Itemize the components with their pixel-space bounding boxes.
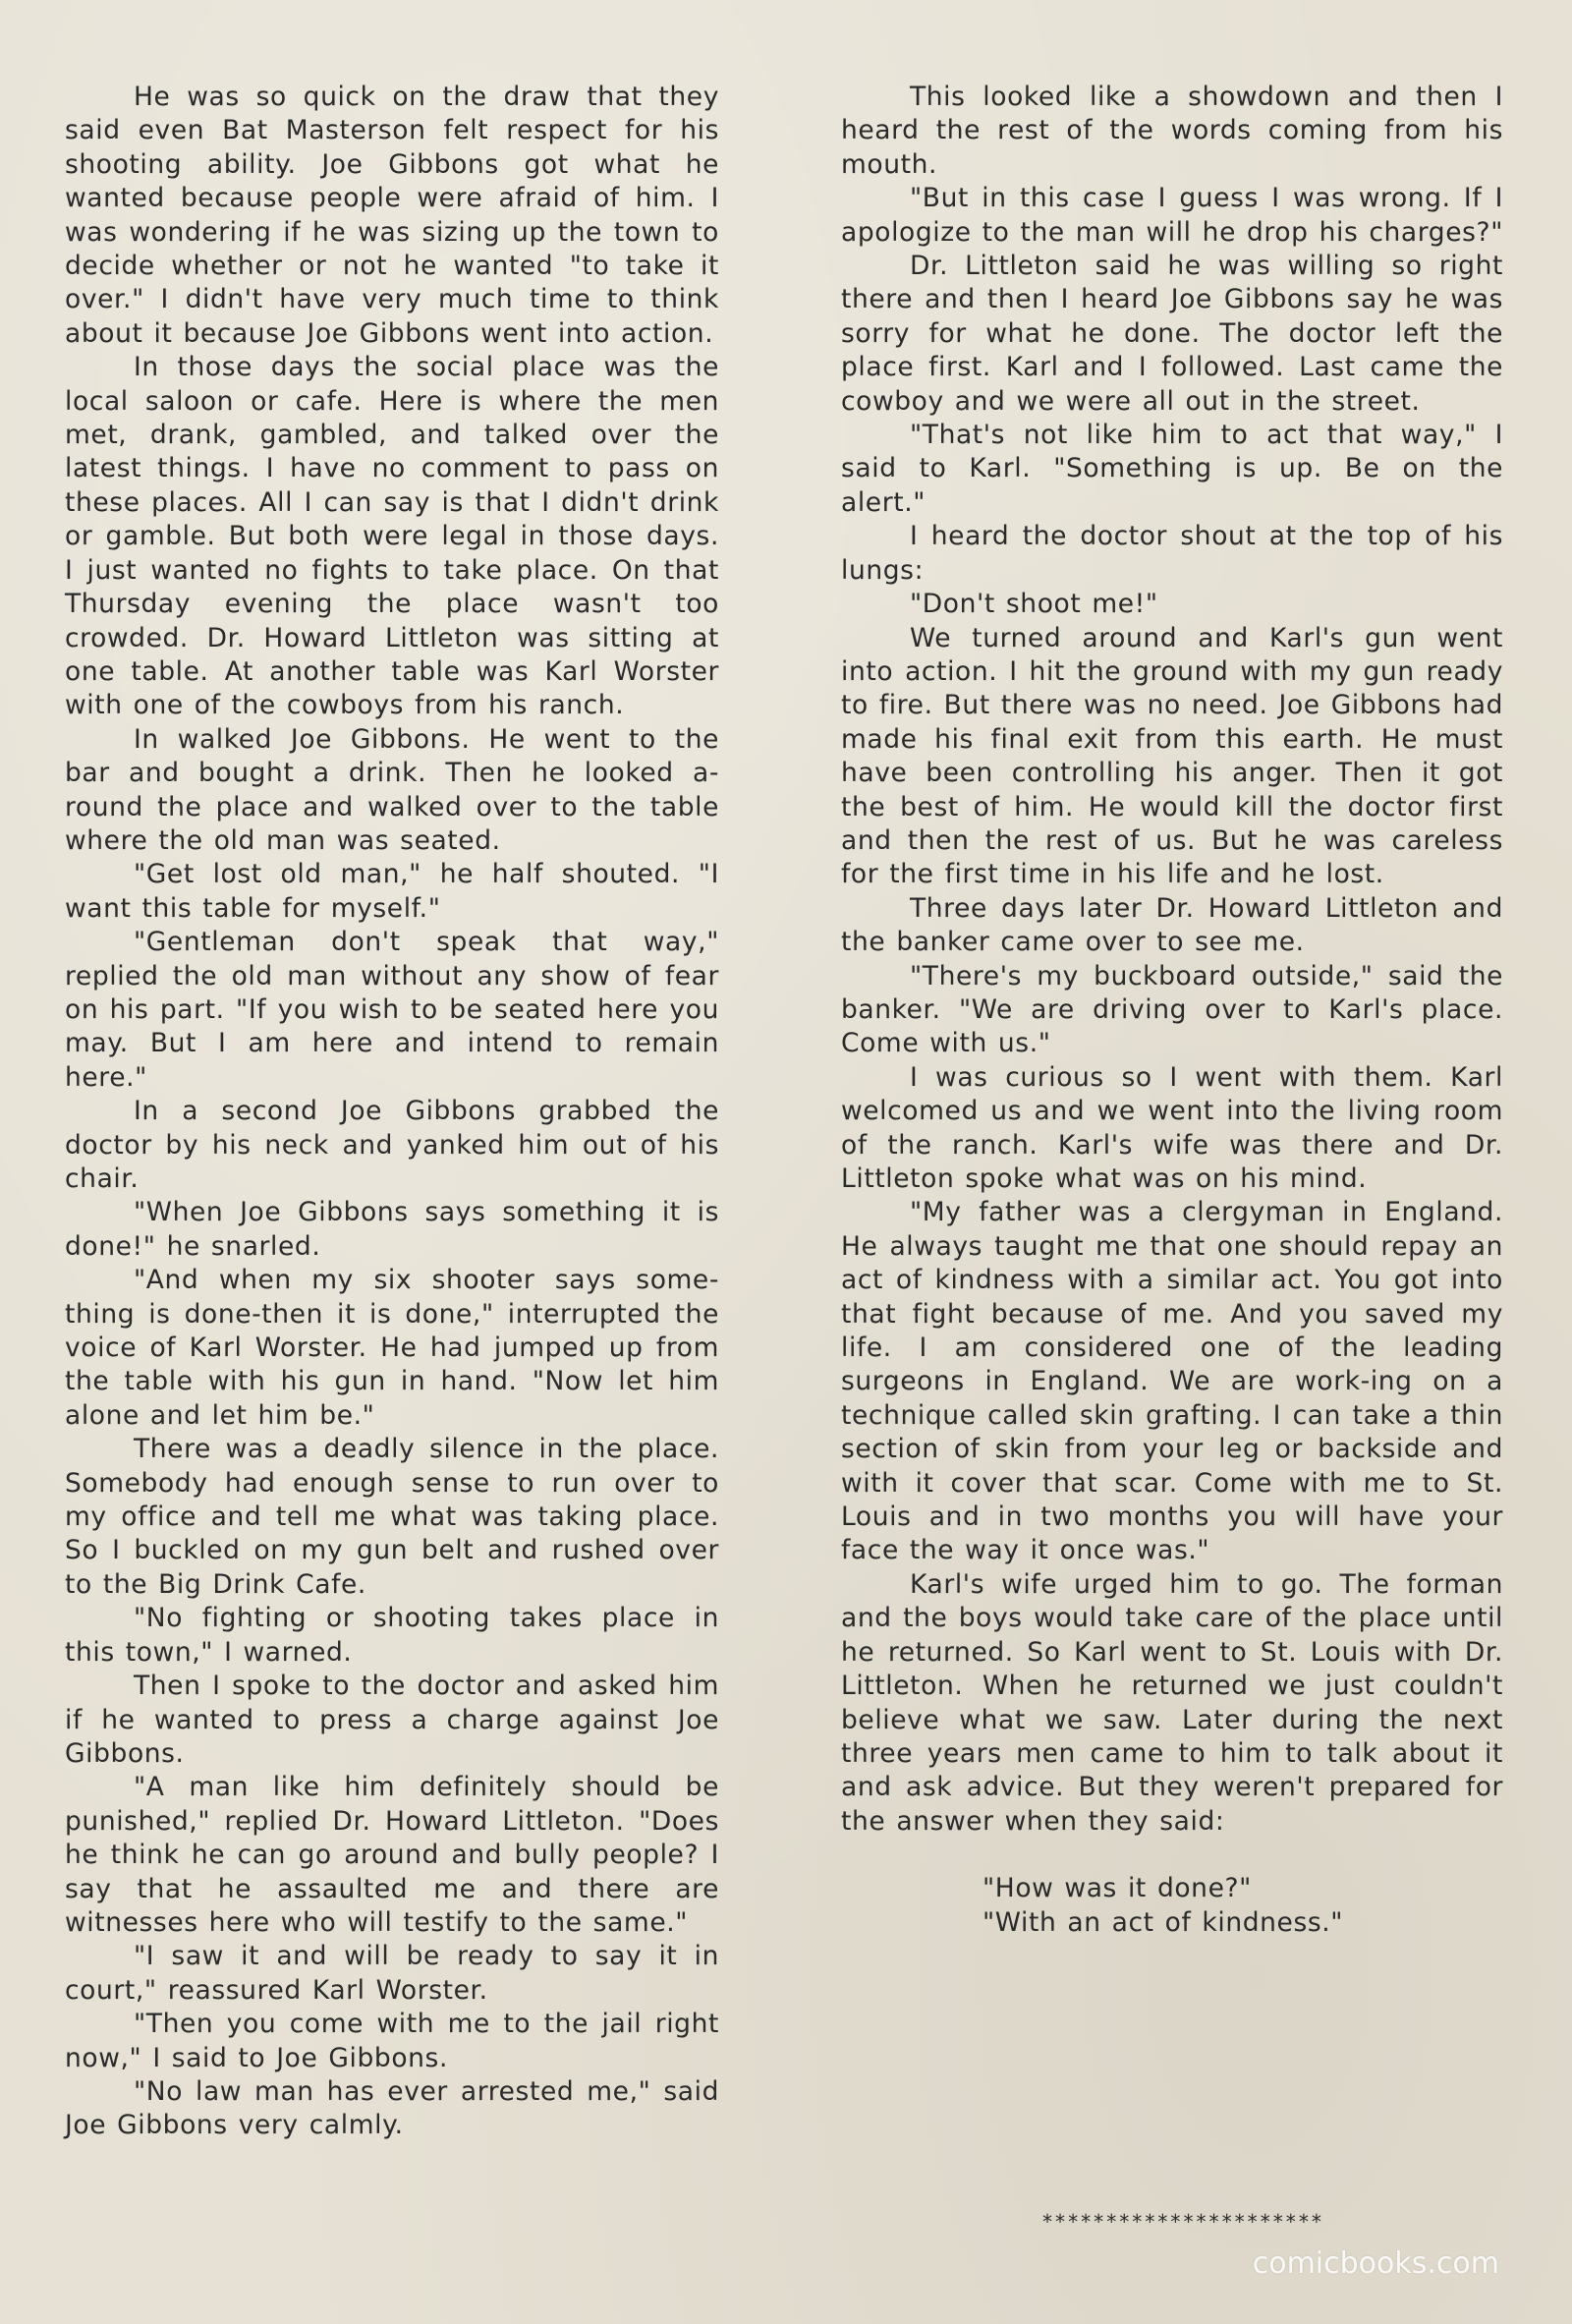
- paragraph: "Then you come with me to the jail right now," I said to Joe Gibbons.: [65, 2009, 719, 2073]
- paragraph: "No fighting or shooting takes place in this town," I warned.: [65, 1603, 719, 1668]
- paragraph: "Gentleman don't speak that way," replied the old man without any show of fear on his part. "If you wish to be seated here you may. But I am here and intend to remain here.": [65, 927, 719, 1093]
- closing-line: "With an act of kindness.": [982, 1906, 1344, 1938]
- paragraph: Three days later Dr. Howard Littleton and the banker came over to see me.: [841, 892, 1503, 958]
- left-column: [65, 81, 719, 2143]
- paragraph: "That's not like him to act that way," I said to Karl. "Something is up. Be on the alert.": [841, 420, 1503, 518]
- paragraph: "There's my buckboard outside," said the banker. "We are driving over to Karl's place. Come with us.": [841, 960, 1503, 1059]
- paragraph: "When Joe Gibbons says something it is done!" he snarled.: [65, 1197, 719, 1262]
- paragraph: We turned around and Karl's gun went into action. I hit the ground with my gun ready to fire. But there was no need. Joe Gibbons had made his final exit from this earth. He must have been controlling his anger. Then it got the best of him. He would kill the doctor first and then the rest of us. But he was careless for the first time in his life and he lost.: [841, 622, 1503, 890]
- paragraph: I was curious so I went with them. Karl welcomed us and we went into the living room of the ranch. Karl's wife was there and Dr. Littleton spoke what was on his mind.: [841, 1061, 1503, 1194]
- paragraph: "Get lost old man," he half shouted. "I want this table for myself.": [65, 859, 719, 924]
- right-column: [841, 81, 1503, 1940]
- paragraph: "A man like him definitely should be punished," replied Dr. Howard Littleton. "Does he think he can go around and bully people? I say that he assaulted me and there are witnesses here who will testify to the same.": [65, 1772, 719, 1938]
- paragraph: He was so quick on the draw that they said even Bat Masterson felt respect for his shooting ability. Joe Gibbons got what he wanted because people were afraid of him. I was wondering if he was sizing up the town to decide whether or not he wanted "to take it over." I didn't have very much time to think about it because Joe Gibbons went into action.: [65, 82, 719, 349]
- watermark: comicbooks.com: [1252, 2246, 1499, 2281]
- paragraph: There was a deadly silence in the place. Somebody had enough sense to run over to my office and tell me what was taking place. So I buckled on my gun belt and rushed over to the Big Drink Cafe.: [65, 1434, 719, 1600]
- paragraph: "And when my six shooter says some-thing is done-then it is done," interrupted the voice of Karl Worster. He had jumped up from the table with his gun in hand. "Now let him alone and let him be.": [65, 1265, 719, 1431]
- end-mark: **********************: [1041, 2210, 1323, 2234]
- paragraph: Dr. Littleton said he was willing so right there and then I heard Joe Gibbons say he was sorry for what he done. The doctor left the place first. Karl and I followed. Last came the cowboy and we were all out in the street.: [841, 251, 1503, 417]
- paragraph: "But in this case I guess I was wrong. If I apologize to the man will he drop his charges?": [841, 183, 1503, 248]
- paragraph: Then I spoke to the doctor and asked him if he wanted to press a charge against Joe Gibbons.: [65, 1671, 719, 1769]
- paragraph: I heard the doctor shout at the top of his lungs:: [841, 521, 1503, 586]
- paragraph: "Don't shoot me!": [910, 589, 1158, 620]
- paragraph: "No law man has ever arrested me," said Joe Gibbons very calmly.: [65, 2075, 719, 2141]
- paragraph: In those days the social place was the local saloon or cafe. Here is where the men met, drank, gambled, and talked over the latest things. I have no comment to pass on these places. All I can say is that I didn't drink or gamble. But both were legal in those days. I just wanted no fights to take place. On that Thursday evening the place wasn't too crowded. Dr. Howard Littleton was sitting at one table. At another table was Karl Worster with one of the cowboys from his ranch.: [65, 352, 719, 721]
- closing-dialogue: [841, 1872, 1503, 1940]
- paragraph: In walked Joe Gibbons. He went to the bar and bought a drink. Then he looked a-round the place and walked over to the table where the old man was seated.: [65, 723, 719, 856]
- paragraph: Karl's wife urged him to go. The forman and the boys would take care of the place until he returned. So Karl went to St. Louis with Dr. Littleton. When he returned we just couldn't believe what we saw. Later during the next three years men came to him to talk about it and ask advice. But they weren't prepared for the answer when they said:: [841, 1568, 1503, 1837]
- paragraph: "My father was a clergyman in England. He always taught me that one should repay an act of kindness with a similar act. You got into that fight because of me. And you saved my life. I am considered one of the leading surgeons in England. We are work-ing on a technique called skin grafting. I can take a thin section of skin from your leg or backside and with it cover that scar. Come with me to St. Louis and in two months you will have your face the way it once was.": [841, 1197, 1503, 1566]
- paragraph: This looked like a showdown and then I heard the rest of the words coming from his mouth.: [841, 82, 1503, 180]
- paragraph: "I saw it and will be ready to say it in court," reassured Karl Worster.: [65, 1941, 719, 2006]
- closing-line: "How was it done?": [982, 1873, 1252, 1904]
- paragraph: In a second Joe Gibbons grabbed the doctor by his neck and yanked him out of his chair.: [65, 1096, 719, 1194]
